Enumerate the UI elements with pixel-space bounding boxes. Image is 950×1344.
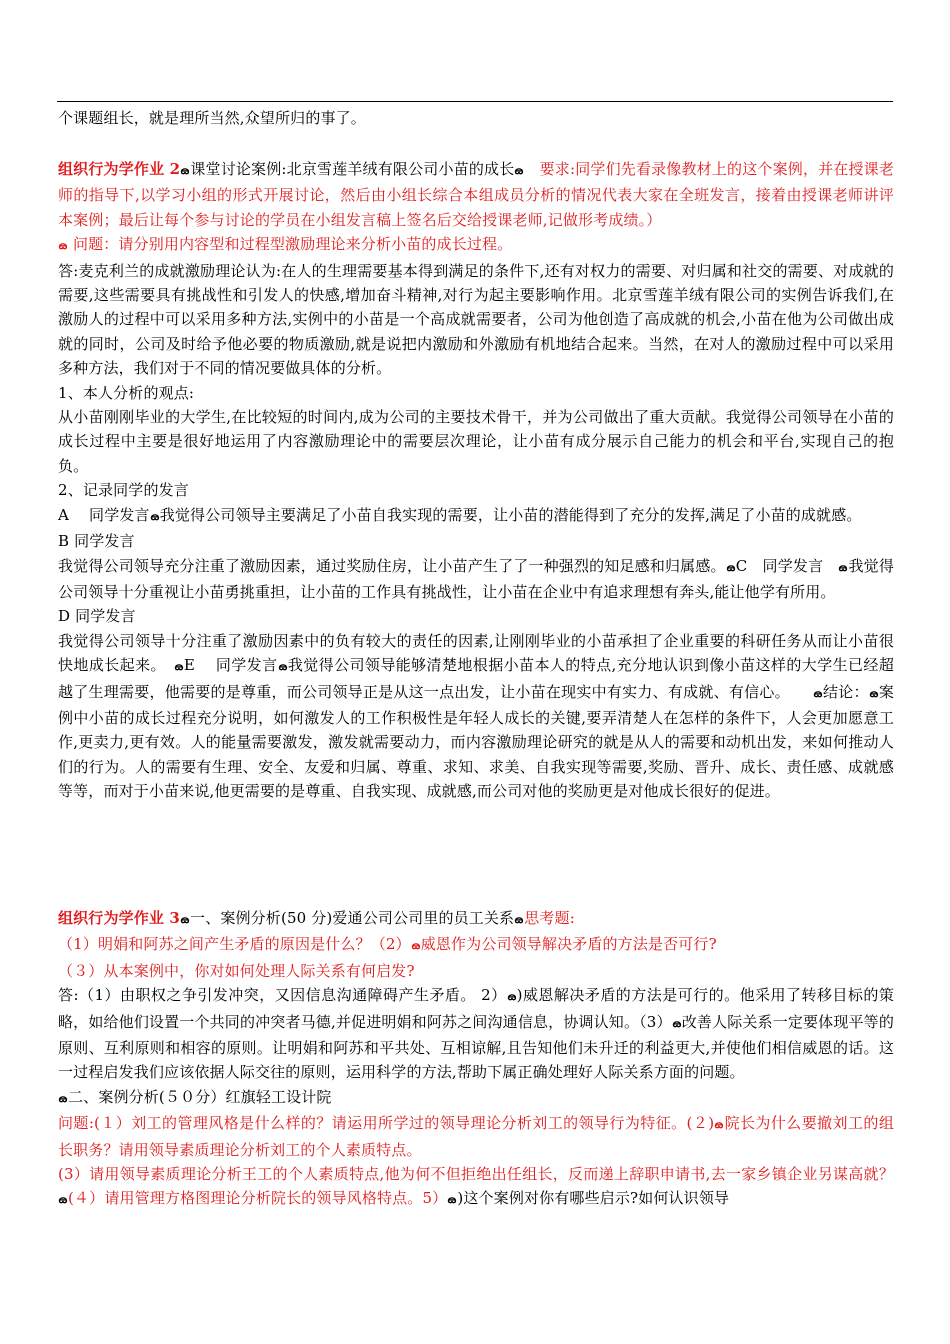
- student-c-label: C 同学发言: [735, 556, 824, 575]
- hw3-p2-q4: (４）请用管理方格图理论分析院长的领导风格特点。5）: [68, 1189, 448, 1208]
- hw3-part2-heading: [58, 1085, 894, 1111]
- hw3-q3: （３）从本案例中，你对如何处理人际关系有何启发?: [58, 961, 415, 980]
- hw2-record-title: 2、记录同学的发言: [58, 481, 189, 500]
- hw2-own-view: 从小苗刚刚毕业的大学生,在比较短的时间内,成为公司的主要技术骨干，并为公司做出了重大贡献。我觉得公司领导在小苗的成长过程中主要是很好地运用了内容激励理论中的需要层次理论，让小苗有成分展示自己能力的机会和平台,实现自己的抱负。: [58, 408, 894, 475]
- hw3-think-label: 思考题:: [524, 909, 575, 927]
- continuation-text: 个课题组长，就是理所当然,众望所归的事了。: [58, 109, 366, 127]
- hw3-p2-q1: 问题:(１）刘工的管理风格是什么样的？请运用所学过的领导理论分析刘工的领导行为特征。(２): [58, 1114, 715, 1133]
- hw3-answer-3: 改善人际关系一定要体现平等的原则、互利原则和相容的原则。让明娟和阿苏和平共处、互相谅解,且告知他们未升迁的利益更大,并使他们相信威恩的话。这一过程启发我们应该依据人际交往的原则，运用科学的方法,帮助下属正确处理好人际关系方面的问题。: [58, 1012, 894, 1082]
- hw3-heading: [58, 906, 894, 932]
- hw3-q1: （1）明娟和阿苏之间产生矛盾的原因是什么？（2）: [58, 935, 411, 954]
- conclusion-text: 案例中小苗的成长过程充分说明，如何激发人的工作积极性是年轻人成长的关键,要弄清楚人在怎样的条件下，人会更加愿意工作,更卖力,更有效。人的能量需要激发，激发就需要动力，而内容激励理论研究的就是从人的需要和动机出发，来如何推动人们的行为。人的需要有生理、安全、友爱和归属、尊重、求知、求美、自我实现等需要,奖励、晋升、成长、责任感、成就感等等，而对于小苗来说,他更需要的是尊重、自我实现、成就感,而公司对他的奖励更是对他成长很好的促进。: [58, 682, 894, 801]
- bullet-marker-icon: ౚ: [714, 1118, 724, 1132]
- hw2-case-label: 课堂讨论案例:北京雪莲羊绒有限公司小苗的成长: [190, 160, 515, 178]
- continuation-line: [58, 106, 894, 130]
- bullet-marker-icon: ౚ: [174, 660, 184, 674]
- bullet-marker-icon: ౚ: [58, 1091, 68, 1105]
- bullet-marker-icon: ౚ: [447, 1193, 457, 1207]
- hw3-part2-questions: [58, 1111, 894, 1162]
- hw2-question-text: 问题：请分别用内容型和过程型激励理论来分析小苗的成长过程。: [72, 235, 513, 254]
- hw2-title: 组织行为学作业 2: [58, 160, 181, 178]
- hw3-p2-q2: 院长为什么要撤刘工的组长职务？请用领导素质理论分析刘工的个人素质特点。: [58, 1114, 894, 1159]
- hw2-heading: [58, 157, 894, 232]
- bullet-marker-icon: ౚ: [411, 939, 421, 953]
- hw3-q2: 威恩作为公司领导解决矛盾的方法是否可行?: [420, 935, 717, 954]
- student-e-label: E 同学发言: [183, 656, 278, 675]
- hw3-answer-2: )威恩解决矛盾的方法是可行的。他采用了转移目标的策略，如给他们设置一个共同的冲突者马德,并促进明娟和阿苏之间沟通信息，协调认知。（3）: [58, 986, 894, 1031]
- student-b-text: 我觉得公司领导充分注重了激励因素，通过奖励住房，让小苗产生了了一种强烈的知足感和归属感。: [58, 556, 726, 575]
- bullet-marker-icon: ౚ: [58, 1193, 68, 1207]
- homework-3-section: [58, 906, 894, 1213]
- bullet-marker-icon: ౚ: [58, 239, 68, 253]
- bullet-marker-icon: ౚ: [514, 164, 524, 177]
- bullet-marker-icon: ౚ: [278, 660, 287, 674]
- student-b-c-remark: [58, 554, 894, 605]
- hw3-part2-label: 二、案例分析(５０分）红旗轻工设计院: [68, 1087, 332, 1106]
- student-a-text: 我觉得公司领导主要满足了小苗自我实现的需要，让小苗的潜能得到了充分的发挥,满足了小苗的成就感。: [159, 505, 862, 524]
- bullet-marker-icon: ౚ: [869, 686, 879, 700]
- student-d-e-conclusion: [58, 629, 894, 804]
- bullet-marker-icon: ౚ: [180, 913, 190, 926]
- student-e-text: 我觉得公司领导能够清楚地根据小苗本人的特点,充分地认识到像小苗这样的大学生已经超越了生理需要，他需要的是尊重，而公司领导正是从这一点出发，让小苗在现实中有实力、有成就、有信心。: [58, 656, 894, 701]
- bullet-marker-icon: ౚ: [514, 913, 524, 926]
- hw3-p2-q5: )这个案例对你有哪些启示?如何认识领导: [457, 1189, 730, 1208]
- hw3-questions-1-2: [58, 932, 894, 958]
- hw2-requirement: 要求:同学们先看录像教材上的这个案例，并在授课老师的指导下,以学习小组的形式开展讨论，然后由小组长综合本组成员分析的情况代表大家在全班发言，接着由授课老师讲评本案例；最后让每个参与讨论的学员在小组发言稿上签名后交给授课老师,记做形考成绩。）: [58, 160, 894, 229]
- hw3-answer-1: 答:（1）由职权之争引发冲突，又因信息沟通障碍产生矛盾。 2）: [58, 986, 507, 1005]
- student-a-label: A 同学发言: [58, 505, 150, 524]
- student-d-text: 我觉得公司领导十分注重了激励因素中的负有较大的责任的因素,让刚刚毕业的小苗承担了企业重要的科研任务从而让小苗很快地成长起来。: [58, 631, 894, 675]
- hw3-part1-label: 一、案例分析(50 分)爱通公司公司里的员工关系: [190, 909, 515, 927]
- bullet-marker-icon: ౚ: [672, 1016, 682, 1030]
- hw2-question: [58, 232, 894, 258]
- hw3-p2-q3: (3）请用领导素质理论分析王工的个人素质特点,他为何不但拒绝出任组长，反而递上辞职申请书,去一家乡镇企业另谋高就？: [58, 1165, 894, 1184]
- conclusion-label: 结论：: [822, 682, 869, 701]
- hw2-answer: 答:麦克利兰的成就激励理论认为:在人的生理需要基本得到满足的条件下,还有对权力的需要、对归属和社交的需要、对成就的需要,这些需要具有挑战性和引发人的快感,增加奋斗精神,对行为起主要影响作用。北京雪莲羊绒有限公司的实例告诉我们,在激励人的过程中可以采用多种方法,实例中的小苗是一个高成就需要者，公司为他创造了高成就的机会,小苗在他为公司做出成就的同时，公司及时给予他必要的物质激励,就是说把内激励和外激励有机地结合起来。当然，在对人的激励过程中可以采用多种方法，我们对于不同的情况要做具体的分析。: [58, 261, 894, 378]
- bullet-marker-icon: ౚ: [150, 509, 160, 523]
- bullet-marker-icon: ౚ: [839, 560, 848, 574]
- student-d-label: D 同学发言: [58, 607, 136, 626]
- student-a-remark: [58, 503, 894, 529]
- hw2-own-title: 1、本人分析的观点:: [58, 383, 195, 402]
- homework-2-section: [58, 157, 894, 804]
- hw3-part2-questions-cont: [58, 1162, 894, 1213]
- header-rule: [57, 101, 893, 102]
- student-c-text: 我觉得公司领导十分重视让小苗勇挑重担，让小苗的工作具有挑战性，让小苗在企业中有追求理想有奔头,能让他学有所用。: [58, 556, 894, 601]
- bullet-marker-icon: ౚ: [180, 164, 190, 177]
- bullet-marker-icon: ౚ: [726, 560, 736, 574]
- hw3-answer: [58, 983, 894, 1085]
- student-b-label: B 同学发言: [58, 532, 135, 551]
- bullet-marker-icon: ౚ: [507, 990, 517, 1004]
- bullet-marker-icon: ౚ: [813, 686, 823, 700]
- hw3-title: 组织行为学作业 3: [58, 909, 181, 927]
